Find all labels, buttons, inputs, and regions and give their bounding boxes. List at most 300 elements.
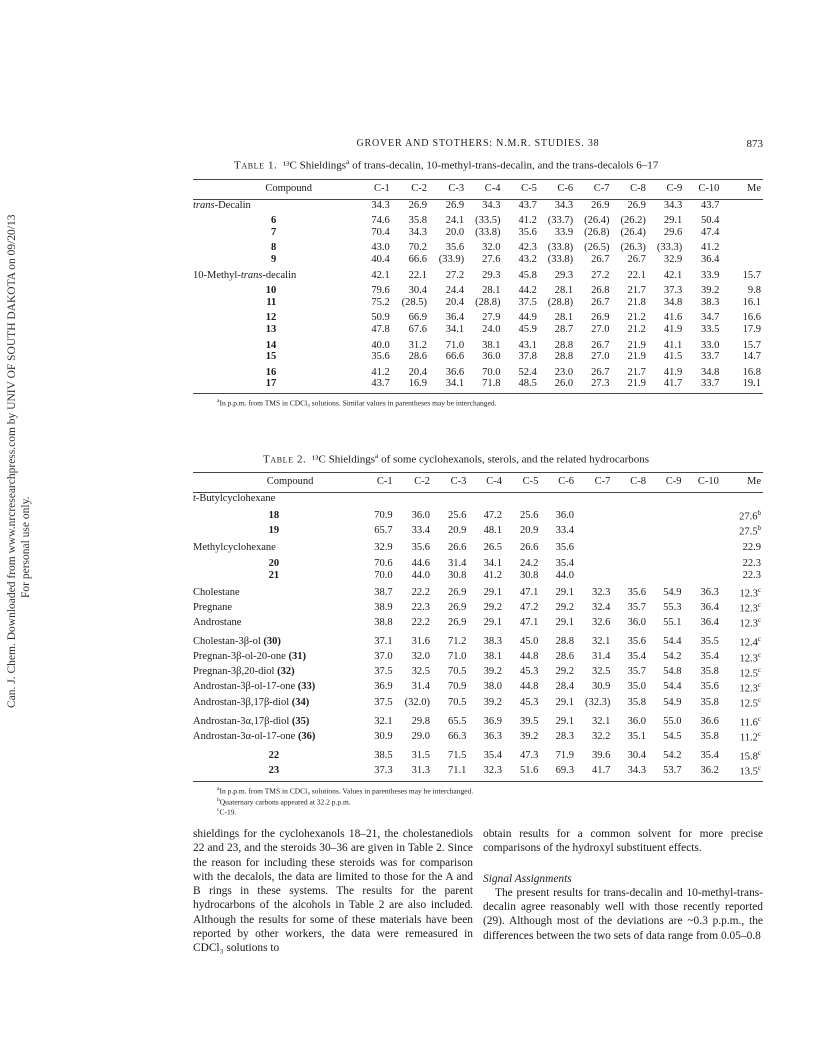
table-cell: 32.0: [482, 242, 501, 254]
table-cell: 21.9: [627, 339, 646, 351]
row-label: 13: [265, 323, 277, 335]
table-cell: 70.4: [371, 226, 390, 238]
table-cell: 26.5: [483, 542, 502, 554]
table-cell: 39.2: [483, 666, 502, 678]
table-cell: 12.3$^c$: [739, 586, 761, 600]
row-label: 12: [265, 312, 277, 324]
table-cell: 26.7: [591, 339, 610, 351]
row-label: 6: [271, 215, 277, 227]
table-cell: 15.7: [742, 269, 761, 281]
table-cell: 33.9: [701, 269, 720, 281]
table-cell: [574, 570, 610, 582]
table-cell: 35.1: [627, 730, 646, 742]
row-label: Androstane: [193, 617, 242, 629]
table-cell: 24.0: [482, 323, 501, 335]
table-cell: 41.7: [646, 378, 682, 393]
table-cell: 11.6$^c$: [739, 714, 761, 729]
table-row: [193, 554, 763, 570]
table-cell: 24.4: [445, 285, 465, 297]
table-cell: 54.9: [663, 586, 682, 598]
table-cell: 26.7: [591, 253, 610, 265]
table-cell: 33.0: [701, 339, 720, 351]
body-paragraph: The present results for trans-decalin and 10-methyl-trans-decalin agree reasonably well with those recently reported (29). Although most of the deviations are ~0.3 p.p.m., the differences between the two sets of data range from 0.05–0.8: [483, 886, 763, 942]
table-row: [193, 600, 763, 615]
table-row: [193, 581, 763, 600]
row-label: 22: [268, 749, 280, 761]
table-cell: [430, 492, 466, 504]
table-cell: 34.3: [554, 199, 574, 211]
table-cell: 29.1: [483, 617, 502, 629]
table-cell: 47.2: [520, 602, 539, 613]
table-cell: 37.8: [518, 351, 537, 363]
table-cell: (33.9): [438, 253, 465, 265]
table-cell: 31.3: [393, 763, 430, 782]
table-cell: 22.3: [411, 602, 430, 613]
table-cell: 37.3: [663, 285, 683, 297]
column-header: C-10: [682, 473, 719, 493]
table-cell: [719, 211, 763, 227]
table-row: [193, 680, 763, 695]
row-label: Cholestan-3β-ol (30): [193, 636, 281, 648]
table-row: [193, 650, 763, 665]
table2-footnote-a: $^a$In p.p.m. from TMS in CDCl₃ solutions. Values in parentheses may be interchanged.: [217, 786, 474, 796]
table-cell: [646, 492, 682, 504]
table-cell: 22.9: [742, 542, 761, 554]
table-cell: 16.1: [742, 296, 761, 308]
table1-footnote: $^a$In p.p.m. from TMS in CDCl₃ solutions. Similar values in parentheses may be interchanged.: [217, 398, 497, 408]
table-cell: 28.7: [554, 323, 574, 335]
table-cell: 41.1: [663, 339, 683, 351]
row-label: trans-Decalin: [193, 199, 251, 211]
table-cell: (33.8): [475, 226, 501, 238]
table-cell: [719, 199, 763, 211]
table-cell: 20.4: [445, 296, 465, 308]
table-cell: (33.8): [547, 242, 574, 254]
table-cell: [646, 523, 682, 538]
table-cell: 32.2: [592, 730, 611, 742]
table-cell: 36.4: [700, 617, 719, 629]
page-header: [193, 138, 763, 152]
table-cell: 12.3$^c$: [739, 650, 761, 665]
table-cell: 38.5: [374, 749, 393, 761]
table-cell: 70.6: [374, 557, 393, 569]
table-cell: 51.6: [502, 763, 538, 782]
table-cell: 24.2: [520, 557, 539, 569]
table-cell: 34.7: [701, 312, 720, 324]
table-cell: 36.6: [700, 715, 719, 727]
row-label: Pregnan-3β-ol-20-one (31): [193, 651, 306, 663]
row-label: 18: [268, 509, 280, 521]
table-cell: 71.9: [555, 749, 574, 761]
table-cell: 35.8: [627, 696, 646, 708]
table-cell: 25.6: [520, 509, 539, 521]
download-notice-line1: Can. J. Chem. Downloaded from www.nrcresearchpress.com by UNIV OF SOUTH DAKOTA on 09/20/13: [6, 214, 18, 708]
table-cell: 34.1: [445, 323, 465, 335]
table-cell: 74.6: [371, 215, 390, 227]
table-cell: 28.1: [482, 285, 501, 297]
column-header: C-1: [357, 473, 393, 493]
table-cell: 39.6: [592, 749, 611, 761]
table-cell: 27.2: [591, 269, 610, 281]
table-cell: 27.6$^b$: [739, 509, 761, 523]
table-cell: [574, 523, 610, 538]
table-cell: 37.5: [518, 296, 537, 308]
table-cell: 43.7: [354, 378, 389, 393]
table-cell: 26.9: [591, 199, 610, 211]
table-cell: 71.2: [448, 636, 467, 648]
body-right-column: [483, 827, 763, 943]
table-row: [193, 254, 763, 266]
table-cell: 34.8: [701, 366, 720, 378]
table-cell: 43.7: [518, 199, 537, 211]
table-cell: 12.3$^c$: [739, 616, 761, 630]
table-row: [193, 297, 763, 309]
table-cell: (28.8): [475, 296, 501, 308]
table-cell: [610, 554, 646, 570]
table-cell: [682, 523, 719, 538]
table-cell: 32.3: [466, 763, 502, 782]
running-header: GROVER AND STOTHERS: N.M.R. STUDIES. 38: [356, 138, 600, 149]
table-cell: 29.1: [663, 215, 683, 227]
table-cell: 71.1: [430, 763, 466, 782]
table-cell: 54.2: [663, 749, 682, 761]
table-cell: 17.9: [742, 323, 761, 335]
table-cell: 70.5: [448, 696, 467, 708]
table-cell: 26.6: [520, 542, 539, 554]
row-label: Androstan-3α-ol-17-one (36): [193, 730, 316, 742]
table-cell: 47.3: [520, 749, 539, 761]
table-cell: 29.2: [555, 602, 574, 613]
row-label: 7: [271, 226, 277, 238]
table-cell: 26.9: [448, 602, 467, 613]
table-cell: 30.4: [627, 749, 646, 761]
table-cell: 28.3: [555, 730, 574, 742]
table-cell: 33.7: [701, 351, 720, 363]
table-cell: 36.0: [411, 509, 430, 521]
table-cell: 38.1: [483, 651, 502, 663]
table-cell: 27.9: [482, 312, 501, 324]
table-cell: 23.0: [554, 366, 574, 378]
table-cell: 28.8: [555, 636, 574, 648]
table-cell: 29.2: [555, 666, 574, 678]
table-cell: 31.2: [408, 339, 427, 351]
table-cell: 28.6: [408, 351, 427, 363]
table-cell: 35.5: [700, 636, 719, 648]
table-cell: 71.5: [448, 749, 467, 761]
table-cell: 31.6: [411, 636, 430, 648]
table-cell: 26.7: [591, 366, 610, 378]
table-cell: 48.5: [501, 378, 537, 393]
table-cell: 38.1: [482, 339, 501, 351]
table-cell: [574, 538, 610, 554]
table-cell: 66.6: [445, 351, 465, 363]
table-cell: 47.4: [701, 226, 720, 238]
table-cell: 32.1: [592, 636, 611, 648]
column-header: C-7: [573, 180, 609, 200]
table-cell: 35.4: [700, 749, 719, 761]
table-row: [193, 324, 763, 336]
table-cell: 44.6: [411, 557, 430, 569]
column-header: C-1: [354, 180, 389, 200]
row-label: 21: [268, 569, 280, 581]
table-row: [193, 238, 763, 254]
table-cell: 26.9: [448, 586, 467, 598]
table-cell: 26.9: [445, 199, 465, 211]
table-cell: 44.0: [555, 569, 574, 581]
table-cell: 54.8: [663, 666, 682, 678]
table-cell: [610, 523, 646, 538]
table-cell: 9.8: [747, 285, 761, 297]
table-cell: 12.4$^c$: [739, 635, 761, 649]
table-cell: [610, 570, 646, 582]
table-cell: 34.3: [371, 199, 390, 211]
table-cell: 35.8: [700, 730, 719, 742]
table-cell: [646, 504, 682, 523]
column-header-compound: Compound: [193, 473, 357, 493]
table-cell: 12.3$^c$: [739, 601, 761, 615]
table-cell: 44.8: [520, 681, 539, 693]
table-row: [193, 281, 763, 297]
table2-footnote-c: $^c$C-19.: [217, 807, 237, 817]
column-header: C-6: [538, 473, 574, 493]
table1-label: Table 1.: [234, 159, 278, 172]
table-cell: 22.1: [408, 269, 427, 281]
table-cell: 38.3: [701, 296, 720, 308]
table-cell: 40.0: [371, 339, 390, 351]
row-label: t-Butylcyclohexane: [193, 492, 276, 504]
row-label: 16: [265, 366, 277, 378]
table-cell: 69.3: [538, 763, 574, 782]
table-cell: 70.5: [448, 666, 467, 678]
table-cell: 27.0: [591, 351, 610, 363]
table-cell: 71.0: [448, 651, 467, 663]
table-cell: 22.1: [627, 269, 646, 281]
table-cell: 36.0: [555, 509, 574, 521]
table-cell: 35.6: [411, 542, 430, 554]
table-cell: 32.0: [411, 651, 430, 663]
table-cell: 30.4: [408, 285, 427, 297]
table-cell: 16.6: [742, 312, 761, 324]
table-row: [193, 615, 763, 630]
table-cell: 32.4: [592, 602, 611, 613]
table-cell: 36.0: [627, 715, 646, 727]
row-label: 11: [266, 296, 277, 308]
table-row: [193, 363, 763, 379]
table-cell: (26.4): [584, 215, 610, 227]
table-cell: 54.9: [663, 696, 682, 708]
table-cell: 41.2: [518, 215, 537, 227]
table-cell: 36.3: [700, 586, 719, 598]
section-heading: Signal Assignments: [483, 872, 572, 885]
table-cell: (26.3): [620, 242, 646, 254]
table-cell: 48.1: [483, 525, 502, 537]
table-cell: 33.7: [682, 378, 719, 393]
table-cell: 20.4: [408, 366, 427, 378]
table-row: [193, 630, 763, 649]
table-cell: 29.0: [411, 730, 430, 742]
table-cell: 42.1: [371, 269, 390, 281]
table-cell: 39.2: [701, 285, 720, 297]
row-label: Pregnan-3β,20-diol (32): [193, 666, 295, 678]
table-cell: 35.6: [700, 681, 719, 693]
table-cell: 70.9: [448, 681, 467, 693]
table-cell: 54.5: [663, 730, 682, 742]
table-cell: 35.8: [700, 696, 719, 708]
table-cell: [610, 538, 646, 554]
table-cell: 32.5: [411, 666, 430, 678]
table-row: [193, 211, 763, 227]
table-cell: 30.9: [592, 681, 611, 693]
row-label: 9: [271, 253, 277, 265]
table-cell: (26.4): [620, 226, 646, 238]
table-cell: [719, 227, 763, 239]
table-row: [193, 538, 763, 554]
body-paragraph: obtain results for a common solvent for more precise comparisons of the hydroxyl substituent effects.: [483, 828, 763, 855]
download-notice-line2: For personal use only.: [20, 496, 32, 598]
table-cell: [719, 238, 763, 254]
table-cell: 41.9: [663, 366, 683, 378]
table-cell: 38.9: [374, 602, 393, 613]
table-cell: (33.5): [475, 215, 501, 227]
table-cell: 65.5: [448, 715, 467, 727]
table-cell: (26.5): [584, 242, 610, 254]
table-row: [193, 227, 763, 239]
table-row: [193, 378, 763, 393]
table-cell: (26.8): [584, 226, 610, 238]
body-left-column: [193, 827, 473, 956]
table-cell: 30.9: [374, 730, 393, 742]
table-cell: 50.9: [371, 312, 390, 324]
table-cell: 32.1: [592, 715, 611, 727]
body-paragraph: shieldings for the cyclohexanols 18–21, the cholestanediols 22 and 23, and the steroids 30–36 are given in Table 2. Since the reason for including these steroids was for comparison with the decalols, the data are limited to those for the A and B rings in these systems. The results for the parent hydrocarbons of the alcohols in Table 2 are also included. Although the results for some of these materials have been reported by other workers, the data were remeasured in CDCl₃ solutions to: [193, 828, 473, 955]
column-header: C-4: [466, 473, 502, 493]
table-cell: 41.2: [483, 569, 502, 581]
table-cell: 32.3: [592, 586, 611, 598]
table-cell: 71.0: [445, 339, 465, 351]
table-cell: 35.6: [627, 636, 646, 648]
table-cell: 33.9: [554, 226, 574, 238]
row-label: Cholestane: [193, 586, 240, 598]
table-cell: 27.3: [573, 378, 609, 393]
table-cell: 36.4: [700, 602, 719, 613]
table-cell: 66.3: [448, 730, 467, 742]
table-row: [193, 570, 763, 582]
table-cell: 29.1: [555, 715, 574, 727]
table-cell: 21.2: [627, 312, 646, 324]
table-cell: 28.4: [555, 681, 574, 693]
table-cell: [682, 492, 719, 504]
table-cell: 35.6: [371, 351, 390, 363]
table-cell: 70.2: [408, 242, 427, 254]
column-header: C-8: [610, 473, 646, 493]
table-cell: 31.4: [592, 651, 611, 663]
table-cell: 50.4: [701, 215, 720, 227]
table-cell: 34.3: [663, 199, 683, 211]
table-cell: 20.9: [448, 525, 467, 537]
table-cell: 39.2: [520, 730, 539, 742]
table-cell: 21.8: [627, 296, 646, 308]
table-cell: 75.2: [371, 296, 390, 308]
table-cell: 47.2: [483, 509, 502, 521]
table-cell: 35.6: [445, 242, 465, 254]
table-cell: 38.0: [483, 681, 502, 693]
table-cell: 52.4: [518, 366, 537, 378]
table-cell: 43.7: [701, 199, 720, 211]
table-cell: [466, 492, 502, 504]
table-cell: 43.0: [371, 242, 390, 254]
table-cell: 16.8: [742, 366, 761, 378]
table1-caption: Table 1. ¹³C Shieldings$^a$ of trans-decalin, 10-methyl-trans-decalin, and the trans-decalols 6–17: [234, 157, 659, 172]
table-cell: 35.6: [518, 226, 537, 238]
table-cell: 36.4: [445, 312, 465, 324]
table-cell: 41.7: [574, 763, 610, 782]
table-cell: 24.1: [445, 215, 465, 227]
table-row: [193, 665, 763, 680]
table-cell: 45.8: [518, 269, 537, 281]
table-cell: 40.4: [371, 253, 390, 265]
table-row: [193, 695, 763, 710]
table-cell: 16.9: [390, 378, 427, 393]
table-cell: 29.3: [482, 269, 501, 281]
table-cell: 36.3: [483, 730, 502, 742]
table-cell: [538, 492, 574, 504]
table-cell: 70.0: [482, 366, 501, 378]
table-cell: 47.1: [520, 586, 539, 598]
table-cell: 22.2: [411, 586, 430, 598]
table-cell: 38.3: [483, 636, 502, 648]
table-cell: 37.5: [374, 696, 393, 708]
table-cell: 66.6: [408, 253, 427, 265]
row-label: Methylcyclohexane: [193, 542, 276, 554]
column-header: C-10: [682, 180, 719, 200]
table-cell: 65.7: [374, 525, 393, 537]
table-cell: 36.9: [374, 681, 393, 693]
column-header: C-3: [430, 473, 466, 493]
table-cell: 55.1: [663, 617, 682, 629]
table-cell: 31.4: [448, 557, 467, 569]
table-cell: 35.0: [627, 681, 646, 693]
download-notice: [2, 210, 42, 710]
table-cell: 41.6: [663, 312, 683, 324]
column-header: C-5: [501, 180, 537, 200]
table-cell: 36.0: [627, 617, 646, 629]
table-cell: [682, 504, 719, 523]
table-cell: 32.6: [592, 617, 611, 629]
row-label: 19: [268, 525, 280, 537]
table-cell: [610, 492, 646, 504]
table-row: [193, 266, 763, 282]
table1: [193, 179, 763, 394]
table-row: [193, 351, 763, 363]
column-header: C-4: [464, 180, 500, 200]
table-cell: 44.9: [518, 312, 537, 324]
table-cell: 43.2: [518, 253, 537, 265]
table-cell: 39.5: [520, 715, 539, 727]
table-cell: 36.2: [682, 763, 719, 782]
table2: [193, 472, 763, 782]
table-cell: (32.0): [404, 696, 430, 708]
table-cell: 54.2: [663, 651, 682, 663]
table-cell: 34.8: [663, 296, 683, 308]
table-cell: 33.4: [555, 525, 574, 537]
table-cell: 44.2: [518, 285, 537, 297]
table-cell: 26.9: [591, 312, 610, 324]
table-cell: 42.1: [663, 269, 683, 281]
row-label: Androstan-3β,17β-diol (34): [193, 696, 310, 708]
table-row: [193, 336, 763, 352]
table-cell: 26.7: [591, 296, 610, 308]
table-cell: 27.0: [591, 323, 610, 335]
